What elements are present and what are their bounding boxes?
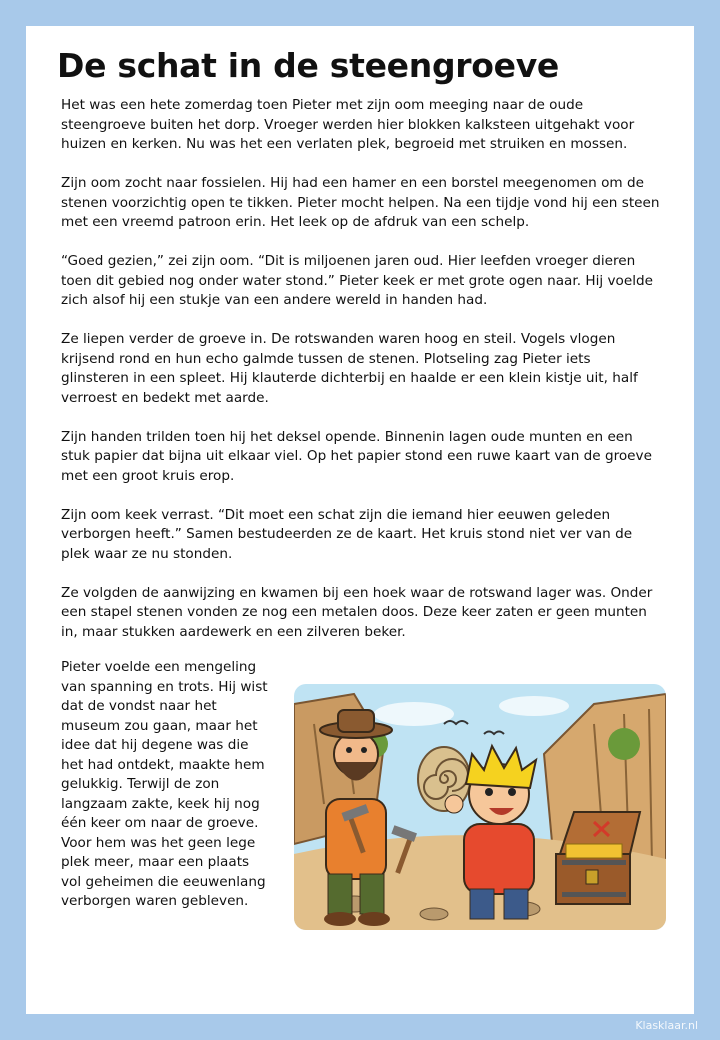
- story-paragraph: Zijn oom zocht naar fossielen. Hij had een hamer en een borstel meegenomen om de stenen voorzichtig open te tikken. Pieter mocht helpen. Na een tijdje vond hij een steen met een vreemd patroon erin. Het leek op de afdruk van een schelp.: [61, 175, 660, 230]
- story-paragraph: Ze volgden de aanwijzing en kwamen bij een hoek waar de rotswand lager was. Onder een stapel stenen vonden ze nog een metalen doos. Deze keer zaten er geen munten in, maar stukken aardewerk en een zilveren beker.: [61, 584, 653, 640]
- story-paragraph-final: Pieter voelde een mengeling van spanning en trots. Hij wist dat de vondst naar het museum zou gaan, maar het idee dat hij degene was die het had ontdekt, maakte hem gelukkig. Terwijl de zon langzaam zakte, keek hij nog één keer om naar de groeve. Voor hem was het geen lege plek meer, maar een plaats vol geheimen die eeuwenlang verborgen waren gebleven.: [61, 659, 268, 909]
- page-title: De schat in de steengroeve: [57, 46, 559, 85]
- story-paragraph: “Goed gezien,” zei zijn oom. “Dit is miljoenen jaren oud. Hier leefden vroeger dieren toen dit gebied nog onder water stond.” Pieter keek er met grote ogen naar. Hij voelde zich alsof hij een stukje van een andere wereld in handen had.: [61, 253, 653, 308]
- worksheet-page: [26, 26, 694, 1014]
- story-paragraph: Het was een hete zomerdag toen Pieter met zijn oom meeging naar de oude steengroeve buiten het dorp. Vroeger werden hier blokken kalksteen uitgehakt voor huizen en kerken. Nu was het een verlaten plek, begroeid met struiken en mossen.: [61, 97, 635, 152]
- story-text: [61, 96, 661, 662]
- story-paragraph: Zijn oom keek verrast. “Dit moet een schat zijn die iemand hier eeuwen geleden verborgen heeft.” Samen bestudeerden ze de kaart. Het kruis stond niet ver van de plek waar ze nu stonden.: [61, 506, 633, 562]
- story-paragraph: Ze liepen verder de groeve in. De rotswanden waren hoog en steil. Vogels vlogen krijsend rond en hun echo galmde tussen de stenen. Plotseling zag Pieter iets glinsteren in een spleet. Hij klauterde dichterbij en haalde er een klein kistje uit, half verroest en bedekt met aarde.: [61, 331, 638, 406]
- story-paragraph: Zijn handen trilden toen hij het deksel opende. Binnenin lagen oude munten en een stuk papier dat bijna uit elkaar viel. Op het papier stond een ruwe kaart van de groeve met een groot kruis erop.: [61, 428, 652, 484]
- illustration-svg: [294, 684, 666, 930]
- cloud: [374, 702, 454, 726]
- quarry-treasure-illustration: [294, 684, 666, 930]
- footer-brand: Klasklaar.nl: [635, 1019, 698, 1032]
- bush: [608, 728, 640, 760]
- rock: [420, 908, 448, 920]
- treasure-chest-icon: [556, 812, 640, 904]
- cloud: [499, 696, 569, 716]
